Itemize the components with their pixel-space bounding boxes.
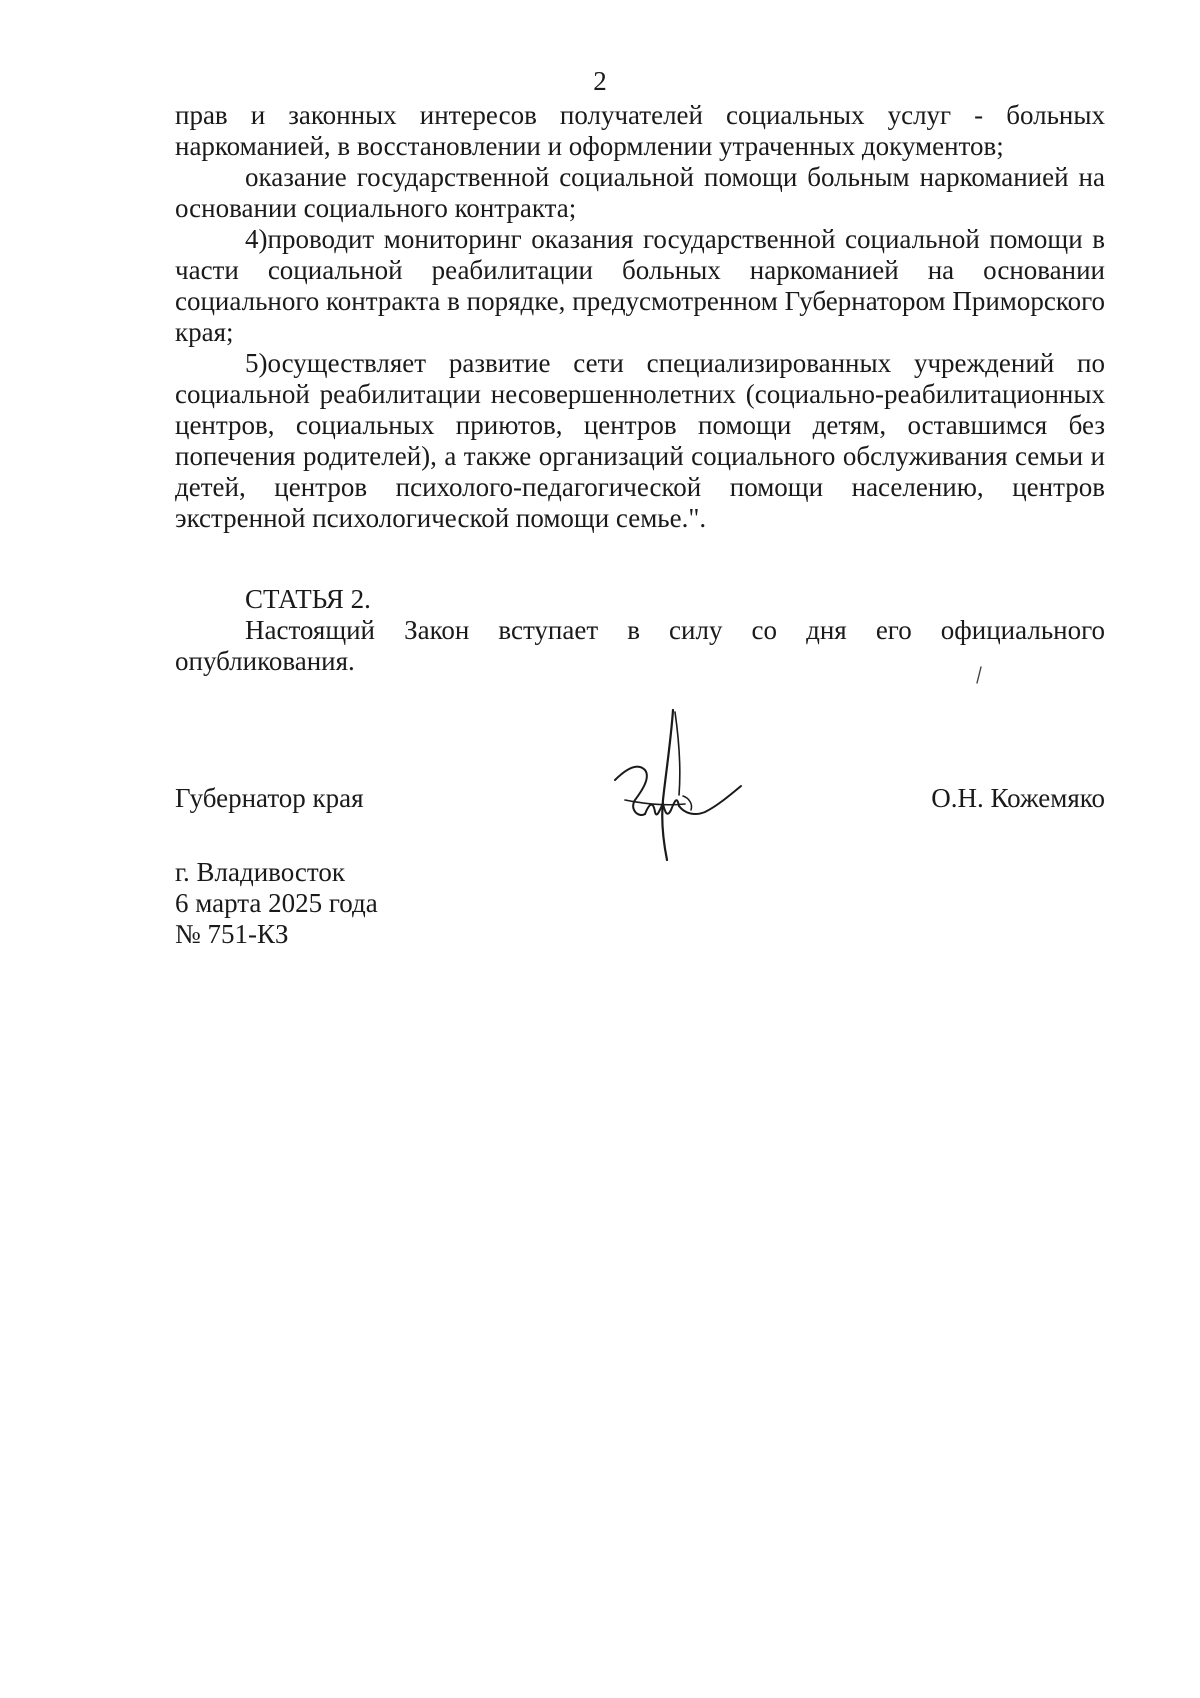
article-2 (175, 584, 1105, 677)
law-body-text (175, 100, 1105, 534)
law-number-line: № 751-КЗ (175, 919, 289, 949)
article-text: Настоящий Закон вступает в силу со дня его официального опубликования. (175, 615, 1105, 676)
paragraph-item-4: 4)проводит мониторинг оказания государственной социальной помощи в части социальной реабилитации больных наркоманией на основании социального контракта в порядке, предусмотренном Губернатором Приморского края; (175, 224, 1105, 347)
paragraph-continuation: прав и законных интересов получателей социальных услуг - больных наркоманией, в восстановлении и оформлении утраченных документов; (175, 100, 1105, 161)
handwritten-signature (605, 700, 755, 870)
pen-mark (975, 665, 983, 685)
article-heading: СТАТЬЯ 2. (245, 584, 371, 614)
document-meta (175, 857, 378, 950)
city-line: г. Владивосток (175, 857, 345, 887)
signatory-title: Губернатор края (175, 783, 364, 813)
signatory-name: О.Н. Кожемяко (931, 783, 1105, 813)
date-line: 6 марта 2025 года (175, 888, 378, 918)
page-number: 2 (593, 66, 607, 96)
paragraph-item-5: 5)осуществляет развитие сети специализированных учреждений по социальной реабилитации несовершеннолетних (социально-реабилитационных центров, социальных приютов, центров помощи детям, оставшимся без попечения родителей), а также организаций социального обслуживания семьи и детей, центров психолого-педагогической помощи населению, центров экстренной психологической помощи семье.". (175, 348, 1105, 533)
paragraph-social-assistance: оказание государственной социальной помощи больным наркоманией на основании социального контракта; (175, 162, 1105, 223)
